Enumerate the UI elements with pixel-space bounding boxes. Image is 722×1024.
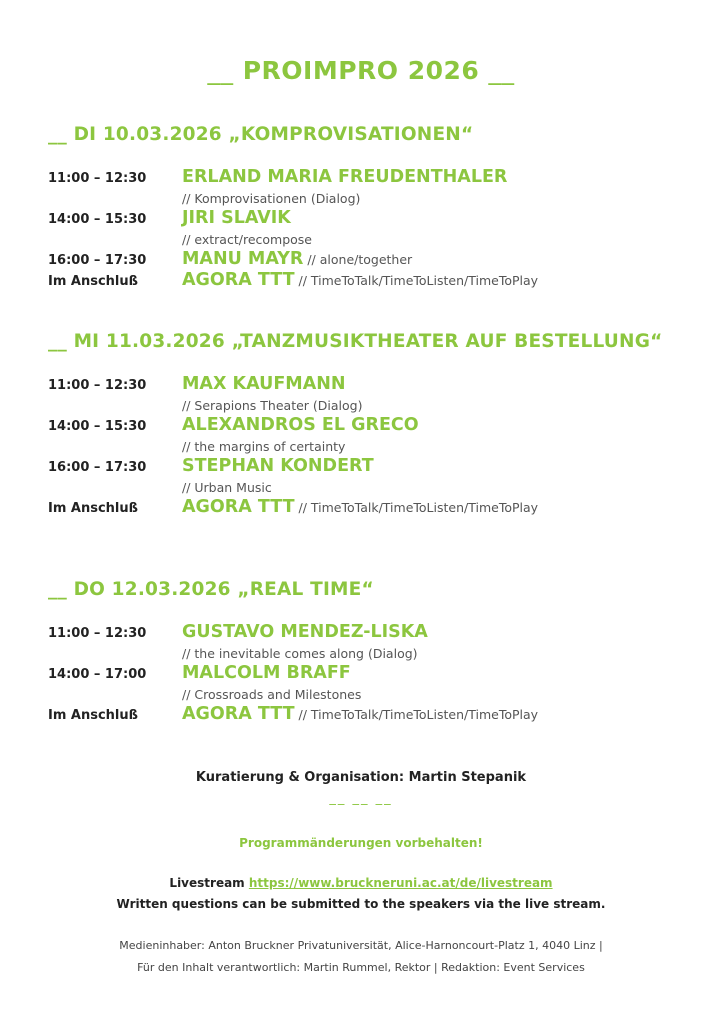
talk-title: // extract/recompose — [182, 232, 312, 247]
day-heading — [48, 124, 698, 145]
speaker-name: AGORA TTT // TimeToTalk/TimeToListen/TimeToPlay — [182, 704, 539, 724]
schedule-row — [48, 167, 698, 188]
talk-title-inline: // alone/together — [307, 252, 413, 267]
talk-title: // Urban Music — [182, 480, 272, 495]
time-slot: 14:00 – 15:30 — [48, 212, 147, 227]
heading-dash: __ — [48, 124, 67, 145]
day-section-2 — [48, 331, 698, 518]
schedule-row — [48, 456, 698, 477]
schedule-row — [48, 704, 698, 725]
talk-title: // the margins of certainty — [182, 439, 346, 454]
speaker-name: AGORA TTT // TimeToTalk/TimeToListen/TimeToPlay — [182, 270, 539, 290]
speaker-name: AGORA TTT // TimeToTalk/TimeToListen/TimeToPlay — [182, 497, 539, 517]
talk-title: // Crossroads and Milestones — [182, 687, 362, 702]
day-heading-text: DI 10.03.2026 „KOMPROVISATIONEN“ — [73, 124, 474, 145]
heading-dash: __ — [48, 579, 67, 600]
schedule-row — [48, 497, 698, 518]
talk-title-inline: // TimeToTalk/TimeToListen/TimeToPlay — [298, 707, 539, 722]
time-slot: 11:00 – 12:30 — [48, 378, 147, 393]
talk-title: // Komprovisationen (Dialog) — [182, 191, 361, 206]
day-heading — [48, 579, 698, 600]
talk-title-inline: // TimeToTalk/TimeToListen/TimeToPlay — [298, 500, 539, 515]
day-heading — [48, 331, 698, 352]
schedule-row — [48, 415, 698, 436]
day-section-3 — [48, 579, 698, 725]
time-slot: Im Anschluß — [48, 501, 138, 516]
change-notice: Programmänderungen vorbehalten! — [239, 836, 483, 850]
speaker-name: ALEXANDROS EL GRECO — [182, 415, 419, 435]
talk-title-inline: // TimeToTalk/TimeToListen/TimeToPlay — [298, 273, 539, 288]
title-dash-left: __ — [207, 56, 234, 85]
title-text: PROIMPRO 2026 — [242, 56, 480, 85]
day-section-1 — [48, 124, 698, 291]
schedule-row — [48, 208, 698, 229]
day-heading-text: MI 11.03.2026 „TANZMUSIKTHEATER AUF BESTELLUNG“ — [73, 331, 663, 352]
imprint-line-2: Für den Inhalt verantwortlich: Martin Rummel, Rektor | Redaktion: Event Services — [137, 961, 585, 974]
page-title — [0, 56, 722, 85]
schedule-row — [48, 249, 698, 270]
title-dash-right: __ — [488, 56, 515, 85]
time-slot: 11:00 – 12:30 — [48, 626, 147, 641]
schedule-row — [48, 663, 698, 684]
heading-dash: __ — [48, 331, 67, 352]
speaker-name: STEPHAN KONDERT — [182, 456, 374, 476]
speaker-name: GUSTAVO MENDEZ-LISKA — [182, 622, 428, 642]
livestream-label: Livestream — [169, 876, 245, 890]
talk-title: // the inevitable comes along (Dialog) — [182, 646, 418, 661]
talk-title: // Serapions Theater (Dialog) — [182, 398, 363, 413]
time-slot: 14:00 – 17:00 — [48, 667, 147, 682]
day-heading-text: DO 12.03.2026 „REAL TIME“ — [73, 579, 374, 600]
time-slot: Im Anschluß — [48, 274, 138, 289]
questions-note: Written questions can be submitted to the speakers via the live stream. — [116, 897, 606, 911]
time-slot: 11:00 – 12:30 — [48, 171, 147, 186]
speaker-name: JIRI SLAVIK — [182, 208, 291, 228]
time-slot: 16:00 – 17:30 — [48, 460, 147, 475]
speaker-name: MAX KAUFMANN — [182, 374, 346, 394]
schedule-row — [48, 374, 698, 395]
separator-dashes: __ __ __ — [329, 791, 393, 806]
schedule-row — [48, 622, 698, 643]
imprint-line-1: Medieninhaber: Anton Bruckner Privatuniversität, Alice-Harnoncourt-Platz 1, 4040 Linz | — [119, 939, 603, 952]
time-slot: 16:00 – 17:30 — [48, 253, 147, 268]
schedule-row — [48, 270, 698, 291]
livestream-line — [0, 876, 722, 890]
livestream-link[interactable]: https://www.bruckneruni.ac.at/de/livestream — [248, 876, 553, 890]
speaker-name: ERLAND MARIA FREUDENTHALER — [182, 167, 508, 187]
speaker-name: MALCOLM BRAFF — [182, 663, 351, 683]
time-slot: 14:00 – 15:30 — [48, 419, 147, 434]
curation-credit: Kuratierung & Organisation: Martin Stepanik — [195, 770, 527, 785]
time-slot: Im Anschluß — [48, 708, 138, 723]
speaker-name: MANU MAYR // alone/together — [182, 249, 413, 269]
